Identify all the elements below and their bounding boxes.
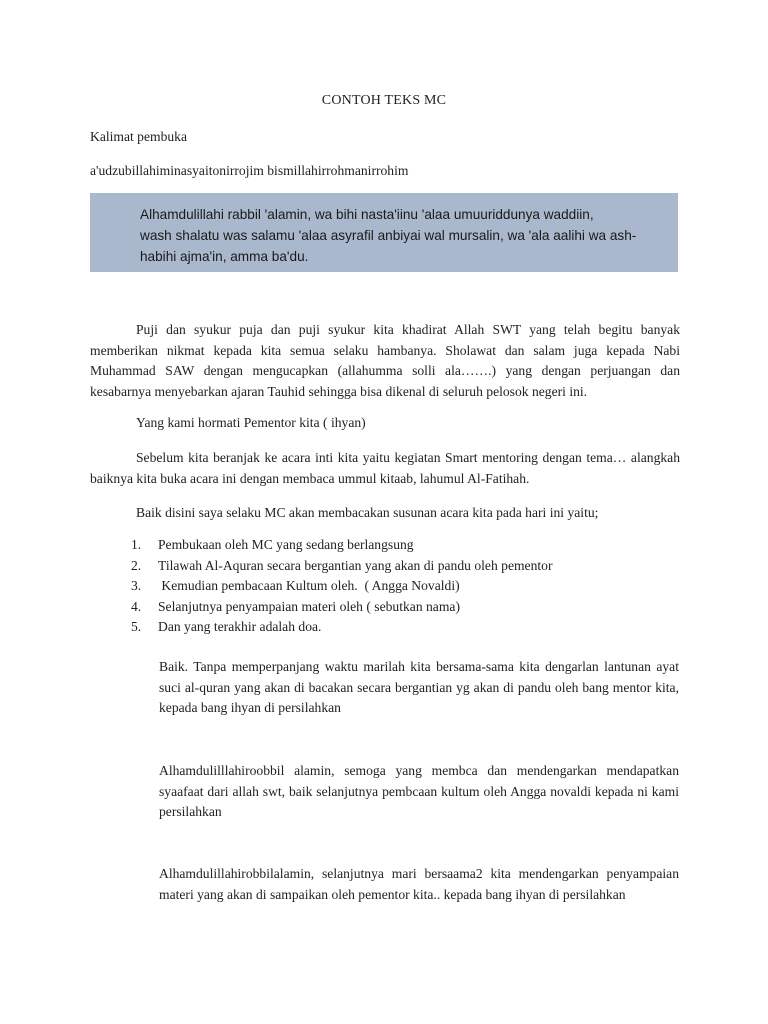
paragraph-greeting-mentor: Yang kami hormati Pementor kita ( ihyan) — [136, 415, 366, 430]
list-number: 1. — [131, 537, 142, 552]
list-number: 2. — [131, 557, 142, 573]
list-item — [131, 576, 691, 597]
opening-line: a'udzubillahiminasyaitonirrojim bismillahirrohmanirrohim — [90, 163, 409, 178]
list-number: 4. — [131, 598, 142, 614]
list-item-text: Pembukaan oleh MC yang sedang berlangsung — [158, 537, 414, 552]
list-item-text: Dan yang terakhir adalah doa. — [158, 619, 322, 635]
paragraph-opening-fatihah: Sebelum kita beranjak ke acara inti kita yaitu kegiatan Smart mentoring dengan tema… alangkah baiknya kita buka acara ini dengan membaca ummul kitaab, lahumul Al-Fatihah. — [90, 450, 680, 486]
paragraph-materi: Alhamdulillahirobbilalamin, selanjutnya mari bersaama2 kita mendengarkan penyampaian materi yang akan di sampaikan oleh pementor kita.. kepada bang ihyan di persilahkan — [159, 866, 679, 902]
list-item-text: Kemudian pembacaan Kultum oleh. ( Angga Novaldi) — [158, 578, 460, 594]
list-item — [131, 597, 691, 618]
list-item — [131, 617, 691, 638]
greeting-line-2: wash shalatu was salamu 'alaa asyrafil anbiyai wal mursalin, wa 'ala aalihi wa ash- — [140, 227, 637, 243]
greeting-line-3: habihi ajma'in, amma ba'du. — [140, 248, 309, 264]
list-item — [131, 556, 691, 577]
paragraph-praise: Puji dan syukur puja dan puji syukur kita khadirat Allah SWT yang telah begitu banyak memberikan nikmat kepada kita semua selaku hambanya. Sholawat dan salam juga kepada Nabi Muhammad SAW dengan mengucapkan (allahumma solli ala…….) yang dengan perjuangan dan kesabarnya menyebarkan ajaran Tauhid sehingga bisa dikenal di seluruh pelosok negeri ini. — [90, 322, 680, 399]
paragraph-agenda-intro: Baik disini saya selaku MC akan membacakan susunan acara kita pada hari ini yaitu; — [136, 505, 599, 520]
paragraph-kultum: Alhamdulilllahiroobbil alamin, semoga yang membca dan mendengarkan mendapatkan syaafaat dari allah swt, baik selanjutnya pembcaan kultum oleh Angga novaldi kepada ni kami persilahkan — [159, 763, 679, 820]
document-title: CONTOH TEKS MC — [321, 93, 447, 108]
list-item-text: Tilawah Al-Aquran secara bergantian yang akan di pandu oleh pementor — [158, 557, 553, 573]
list-item-text: Selanjutnya penyampaian materi oleh ( sebutkan nama) — [158, 598, 460, 614]
list-number: 5. — [131, 619, 142, 635]
list-number: 3. — [131, 578, 142, 594]
opening-heading: Kalimat pembuka — [90, 129, 188, 144]
list-item — [131, 535, 691, 556]
arabic-greeting-box — [90, 193, 678, 272]
greeting-line-1: Alhamdulillahi rabbil 'alamin, wa bihi nasta'iinu 'alaa umuuriddunya waddiin, — [140, 207, 594, 222]
paragraph-tilawah: Baik. Tanpa memperpanjang waktu marilah kita bersama-sama kita dengarlan lantunan ayat suci al-quran yang akan di bacakan secara bergantian yg akan di pandu oleh bang mentor kita, kepada bang ihyan di persilahkan — [159, 659, 679, 716]
agenda-list — [131, 535, 691, 638]
